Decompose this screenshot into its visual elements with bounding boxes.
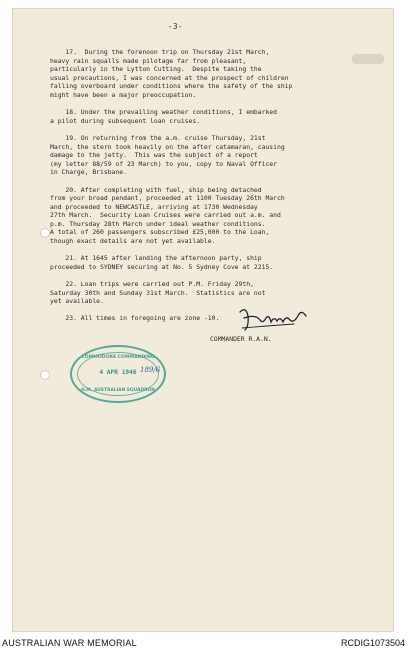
text-line: 19. On returning from the a.m. cruise Thursday, 21st [50,133,266,142]
text-line: 21. At 1645 after landing the afternoon party, ship [50,254,262,263]
handwritten-signature [236,302,312,334]
paragraph [50,48,355,100]
text-line: A total of 260 passengers subscribed £25,000 to the Loan, [50,228,270,237]
text-line: damage to the jetty. This was the subject of a report [50,151,258,160]
punch-hole [40,370,50,380]
footer-record-id: RCDIG1073504 [340,638,405,648]
text-line: Saturday 30th and Sunday 31st March. Statistics are not [50,288,266,297]
stamp-file-reference: 189/6 [140,366,161,374]
stamp-bottom-text: H.M. AUSTRALIAN SQUADRON [81,388,155,393]
receipt-stamp [70,345,166,403]
footer-institution: AUSTRALIAN WAR MEMORIAL [2,638,137,648]
text-line: 20. After completing with fuel, ship being detached [50,185,262,194]
letter-body [50,48,355,332]
text-line: in Charge, Brisbane. [50,168,127,177]
punch-hole [40,228,50,238]
page-number: -3- [168,22,184,31]
stamp-top-text: COMMODORE COMMANDING [81,355,155,360]
text-line: a pilot during subsequent loan cruises. [50,116,201,125]
text-line: might have been a major preoccupation. [50,90,197,99]
text-line: March, the stern took heavily on the after catamaran, causing [50,142,285,151]
text-line: p.m. Thursday 28th March under ideal weather conditions. [50,219,266,228]
text-line: particularly in the Lytton Cutting. Despite taking the [50,65,262,74]
text-line: 22. Loan trips were carried out P.M. Friday 29th, [50,280,254,289]
text-line: falling overboard under conditions where the safety of the ship [50,82,293,91]
stamp-date: 4 APR 1946 [99,369,137,376]
text-line: 18. Under the prevailing weather conditions, I embarked [50,108,278,117]
text-line: 27th March. Security Loan Cruises were carried out a.m. and [50,211,281,220]
text-line: 17. During the forenoon trip on Thursday 21st March, [50,48,270,56]
text-line: though exact details are not yet available. [50,237,216,246]
text-line: from your broad pendant, proceeded at 1100 Tuesday 26th March [50,194,285,203]
text-line: heavy rain squalls made pilotage far from pleasant, [50,56,247,65]
text-line: yet available. [50,297,104,306]
paragraph [50,134,355,177]
text-line: proceeded to SYDNEY securing at No. 5 Sydney Cove at 2215. [50,262,274,271]
text-line: usual precautions, I was concerned at the prospect of children [50,73,289,82]
paragraph [50,254,355,271]
paragraph [50,108,355,125]
text-line: (my letter 88/59 of 23 March) to you, copy to Naval Officer [50,159,278,168]
text-line: 23. All times in foregoing are zone -10. [50,314,220,323]
text-line: and proceeded to NEWCASTLE, arriving at 1730 Wednesday [50,202,258,211]
paragraph [50,186,355,246]
ink-smudge [352,54,384,64]
signature-title: COMMANDER R.A.N. [210,335,272,343]
archive-footer [0,632,408,654]
